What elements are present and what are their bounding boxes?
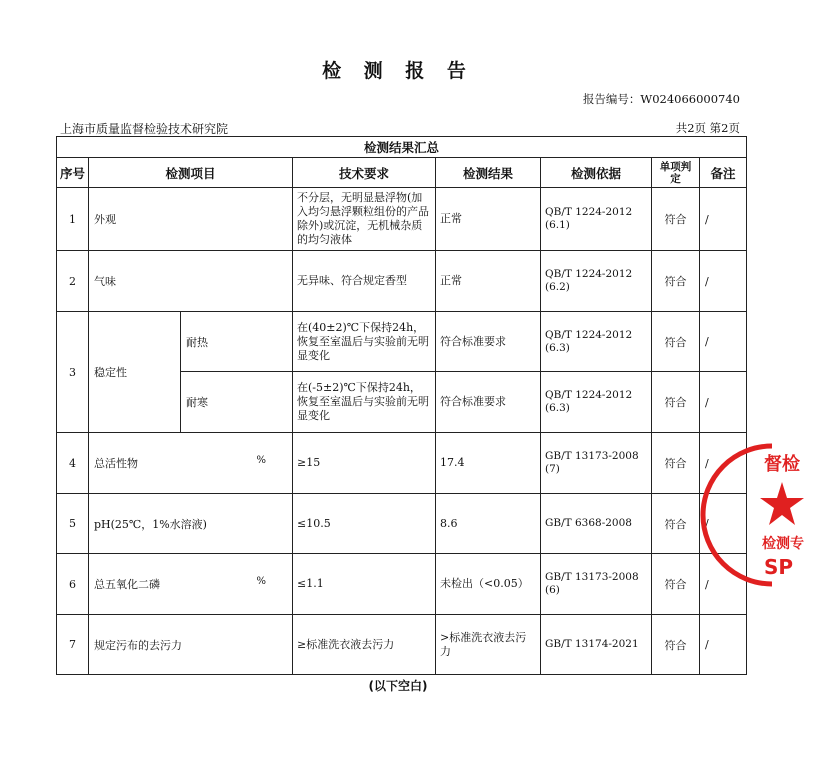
row-verdict: 符合 bbox=[652, 372, 700, 433]
row-verdict: 符合 bbox=[652, 433, 700, 494]
row-note: / bbox=[700, 433, 747, 494]
report-title: 检 测 报 告 bbox=[322, 60, 474, 82]
table-row bbox=[57, 494, 747, 554]
row-no: 4 bbox=[57, 433, 89, 494]
row-no: 2 bbox=[57, 251, 89, 312]
row-result: 8.6 bbox=[436, 494, 541, 554]
table-header-row bbox=[57, 158, 747, 188]
row-note: / bbox=[700, 188, 747, 251]
col-header-no: 序号 bbox=[57, 158, 89, 188]
table-row bbox=[57, 615, 747, 675]
row-result: >标准洗衣液去污力 bbox=[436, 615, 541, 675]
seal-star bbox=[760, 482, 804, 525]
row-requirement: ≥15 bbox=[293, 433, 436, 494]
row-item: 稳定性 bbox=[89, 312, 181, 433]
row-note: / bbox=[700, 494, 747, 554]
table-row bbox=[57, 312, 747, 372]
table-row bbox=[57, 554, 747, 615]
row-item: 气味 bbox=[89, 251, 293, 312]
row-item: 外观 bbox=[89, 188, 293, 251]
row-basis: QB/T 1224-2012 (6.3) bbox=[541, 372, 652, 433]
row-result: 未检出（<0.05） bbox=[436, 554, 541, 615]
results-table bbox=[56, 136, 747, 675]
row-verdict: 符合 bbox=[652, 188, 700, 251]
row-no: 7 bbox=[57, 615, 89, 675]
row-result: 符合标准要求 bbox=[436, 312, 541, 372]
row-requirement: ≤10.5 bbox=[293, 494, 436, 554]
col-header-note: 备注 bbox=[700, 158, 747, 188]
row-basis: GB/T 6368-2008 bbox=[541, 494, 652, 554]
col-header-basis: 检测依据 bbox=[541, 158, 652, 188]
row-basis: QB/T 1224-2012 (6.3) bbox=[541, 312, 652, 372]
row-no: 1 bbox=[57, 188, 89, 251]
table-row bbox=[57, 188, 747, 251]
official-seal-stamp bbox=[758, 440, 818, 590]
row-subitem: 耐寒 bbox=[181, 372, 293, 433]
row-verdict: 符合 bbox=[652, 494, 700, 554]
row-result: 正常 bbox=[436, 188, 541, 251]
table-caption-row bbox=[57, 137, 747, 158]
row-item: pH(25℃，1%水溶液) bbox=[89, 494, 293, 554]
row-basis: GB/T 13173-2008 (7) bbox=[541, 433, 652, 494]
table-row bbox=[57, 251, 747, 312]
seal-mark: SP bbox=[764, 555, 794, 579]
col-header-result: 检测结果 bbox=[436, 158, 541, 188]
row-basis: GB/T 13173-2008 (6) bbox=[541, 554, 652, 615]
page-indicator: 共2页 第2页 bbox=[675, 121, 740, 135]
row-result: 17.4 bbox=[436, 433, 541, 494]
row-verdict: 符合 bbox=[652, 615, 700, 675]
row-basis: QB/T 1224-2012 (6.2) bbox=[541, 251, 652, 312]
organization-name: 上海市质量监督检验技术研究院 bbox=[60, 122, 229, 136]
col-header-requirement: 技术要求 bbox=[293, 158, 436, 188]
seal-text-top: 督检 bbox=[764, 454, 800, 475]
report-number: 报告编号：W024066000740 bbox=[582, 92, 740, 106]
row-no: 6 bbox=[57, 554, 89, 615]
col-header-item: 检测项目 bbox=[89, 158, 293, 188]
row-verdict: 符合 bbox=[652, 312, 700, 372]
row-unit: % bbox=[256, 455, 266, 466]
row-note: / bbox=[700, 251, 747, 312]
row-note: / bbox=[700, 372, 747, 433]
row-verdict: 符合 bbox=[652, 554, 700, 615]
row-requirement: 无异味、符合规定香型 bbox=[293, 251, 436, 312]
row-no: 5 bbox=[57, 494, 89, 554]
row-requirement: ≤1.1 bbox=[293, 554, 436, 615]
row-verdict: 符合 bbox=[652, 251, 700, 312]
table-row bbox=[57, 433, 747, 494]
row-result: 符合标准要求 bbox=[436, 372, 541, 433]
row-note: / bbox=[700, 312, 747, 372]
table-caption: 检测结果汇总 bbox=[57, 137, 747, 158]
row-note: / bbox=[700, 615, 747, 675]
row-item: 规定污布的去污力 bbox=[89, 615, 293, 675]
col-header-verdict: 单项判定 bbox=[652, 158, 700, 188]
end-of-content-note: (以下空白) bbox=[368, 679, 428, 693]
seal-text-bottom: 检测专 bbox=[762, 536, 804, 552]
row-subitem: 耐热 bbox=[181, 312, 293, 372]
row-item-cell bbox=[89, 554, 293, 615]
row-unit: % bbox=[256, 576, 266, 587]
row-note: / bbox=[700, 554, 747, 615]
row-no: 3 bbox=[57, 312, 89, 433]
row-item-cell bbox=[89, 433, 293, 494]
row-requirement: 在(-5±2)℃下保持24h，恢复至室温后与实验前无明显变化 bbox=[293, 372, 436, 433]
row-basis: QB/T 1224-2012 (6.1) bbox=[541, 188, 652, 251]
row-item: 总五氧化二磷 bbox=[94, 578, 160, 591]
row-requirement: ≥标准洗衣液去污力 bbox=[293, 615, 436, 675]
row-requirement: 不分层，无明显悬浮物(加入均匀悬浮颗粒组份的产品除外)或沉淀，无机械杂质的均匀液体 bbox=[293, 188, 436, 251]
row-requirement: 在(40±2)℃下保持24h，恢复至室温后与实验前无明显变化 bbox=[293, 312, 436, 372]
row-result: 正常 bbox=[436, 251, 541, 312]
row-item: 总活性物 bbox=[94, 457, 138, 470]
row-basis: GB/T 13174-2021 bbox=[541, 615, 652, 675]
